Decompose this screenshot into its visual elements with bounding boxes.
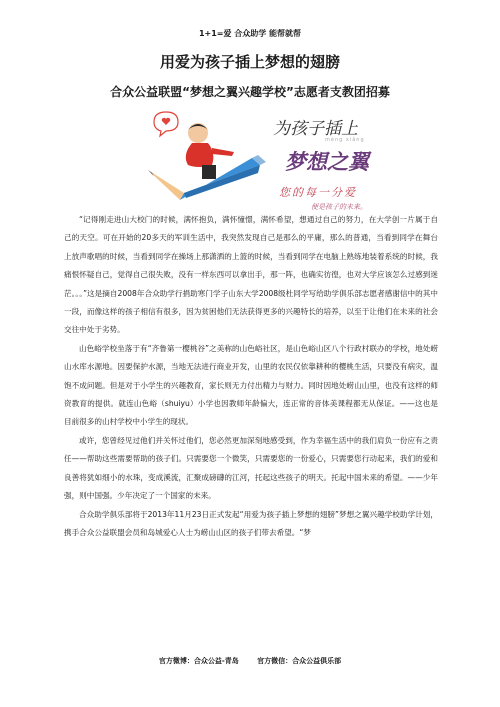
top-slogan: 1+1=爱 合众助学 能帮就帮 [198, 29, 302, 38]
slogan-pinyin: mèng xiǎng [325, 137, 365, 143]
article-body [64, 211, 438, 542]
paragraph: 或许，您曾经见过他们并关怀过他们，您必然更加深刻地感受到，作为幸福生活中的我们肩负一份应有之责任——帮助这些需要帮助的孩子们。只需要您一个微笑，只需要您的一份爱心，只需要您行动起来，我们的爱和良善将犹如细小的水珠，变成溪流，汇聚成磅礴的江河，托起这些孩子的明天。托起中国未来的希望。——少年强，则中国强。少年决定了一个国家的未来。 [64, 435, 438, 501]
paragraph: 合众助学俱乐部将于2013年11月23日正式发起“用爱为孩子插上梦想的翅膀”梦想之翼兴趣学校助学计划，携手合众公益联盟会员和岛城爱心人士为崂山山区的孩子们带去希望。“梦 [64, 509, 438, 537]
slogan-artwork [265, 112, 385, 212]
slogan-line-3: 您的每一分爱 [279, 186, 357, 199]
footer [0, 656, 500, 666]
slogan-line-2: 梦想之翼 [285, 150, 369, 174]
paragraph: 山色峪学校坐落于有“齐鲁第一樱桃谷”之美称的山色峪社区，是山色峪山区八个行政村联办的学校，地处崂山水库水源地。因要保护水源，当地无法进行商业开发，山里的农民仅依靠耕种的樱桃生活，只要没有病灾，温饱不成问题。但是对于小学生的兴趣教育，家长则无力付出精力与财力。同时因地处崂山山里，也没有这样的师资教育的提供。就连山色峪（shuiyu）小学也因教师年龄偏大，连正常的音体美课程都无从保证。——这也是目前很多的山村学校中小学生的现状。 [64, 343, 438, 427]
paragraph: “记得刚走进山大校门的时候，满怀抱负，满怀憧憬，满怀希望，想通过自己的努力，在大学创一片属于自己的天空。可在开始的20多天的军训生活中，我突然发现自己是那么的平庸，那么的普通，当看到同学在舞台上放声歌唱的时候，当看到同学在操场上那潇洒的上篮的时候，当看到同学在电脑上熟练地装着系统的时候，我痛恨怀疑自己，觉得自己很失败，没有一样东西可以拿出手，那一阵，也确实彷徨，也对大学应该怎么过感到迷茫。。。”这是摘自2008年合众助学行捐助寒门学子山东大学2008级杜同学写给助学俱乐部志愿者感谢信中的其中一段，而像这样的孩子相信有很多，因为贫困他们无法获得更多的兴趣特长的培养，以至于让他们在未来的社会交往中处于劣势。 [64, 215, 438, 335]
slogan-line-1: 为孩子插上 [273, 119, 358, 139]
footer-wechat: 官方微信：合众公益俱乐部 [257, 657, 342, 665]
page-title: 用爱为孩子插上梦想的翅膀 [159, 53, 340, 71]
page-subtitle: 合众公益联盟“梦想之翼兴趣学校”志愿者支教团招募 [110, 85, 390, 99]
footer-weibo: 官方微博：合众公益-青岛 [158, 657, 239, 665]
heart-speech-bubble-icon [154, 112, 178, 136]
boy-icon [186, 123, 234, 179]
slogan-line-4: 便是孩子的未来。 [311, 203, 367, 211]
